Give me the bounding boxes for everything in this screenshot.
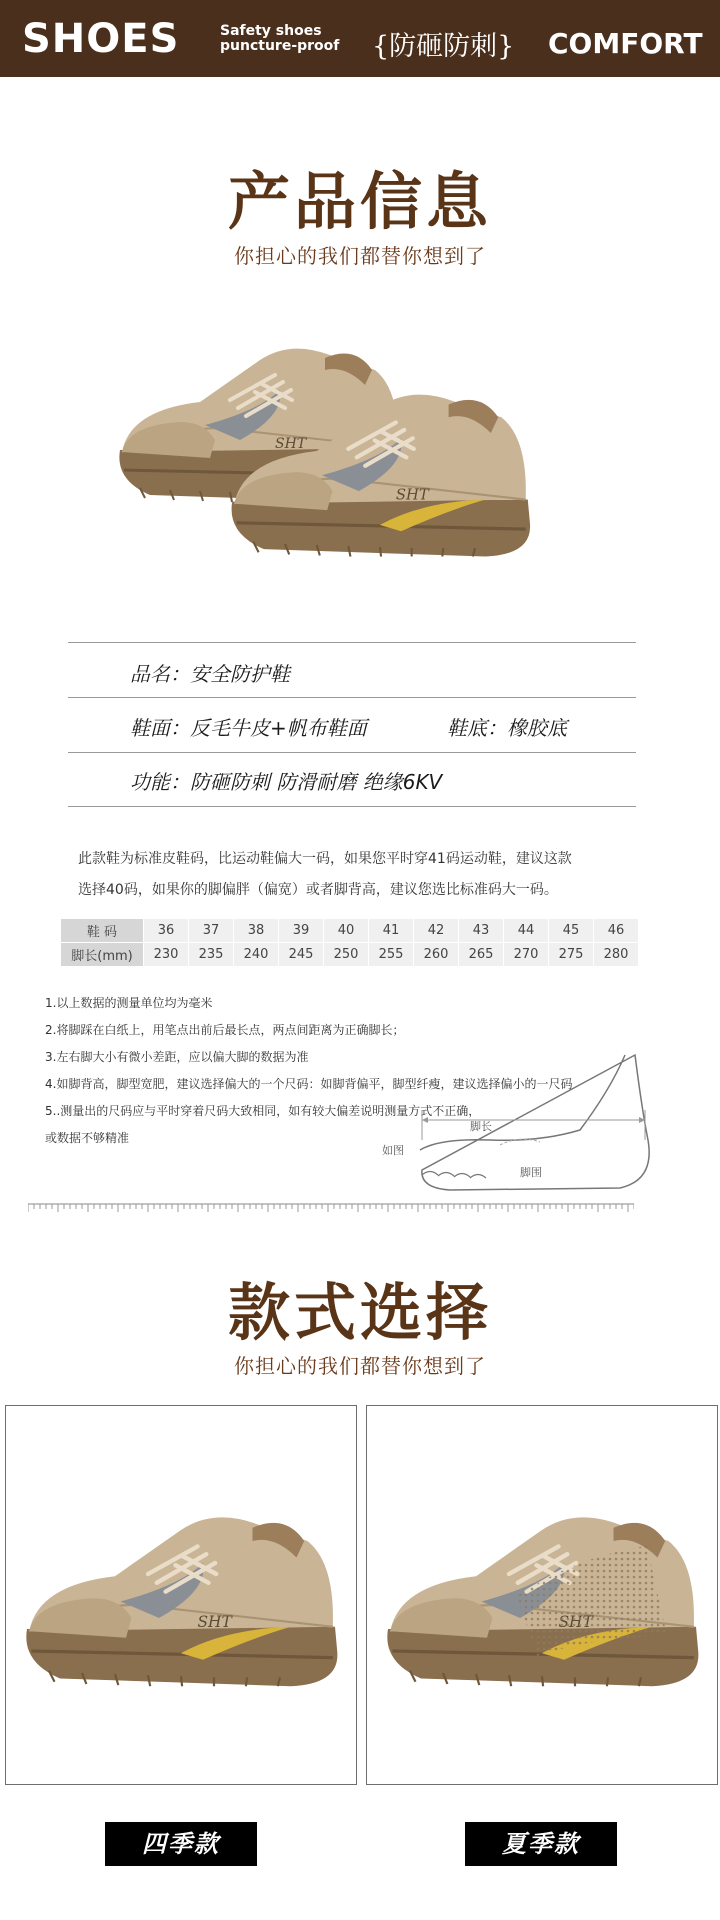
length-cell: 270	[504, 943, 549, 967]
size-cell: 46	[594, 919, 639, 943]
safety-line-1: Safety shoes	[220, 23, 322, 39]
feature-cn-text: {防砸防刺}	[372, 31, 515, 62]
note-item: 3.左右脚大小有微小差距，应以偏大脚的数据为准	[45, 1050, 309, 1064]
safety-line-2: puncture-proof	[220, 38, 340, 54]
product-name-row: 品名：安全防护鞋	[130, 662, 290, 686]
size-advice-line-1: 此款鞋为标准皮鞋码，比运动鞋偏大一码，如果您平时穿41码运动鞋，建议这款	[78, 851, 572, 867]
size-cell: 40	[324, 919, 369, 943]
size-row	[61, 919, 639, 943]
note-item: 4.如脚背高，脚型宽肥，建议选择偏大的一个尺码：如脚背偏平，脚型纤瘦，建议选择偏小的一尺码	[45, 1077, 573, 1091]
length-cell: 250	[324, 943, 369, 967]
divider	[68, 642, 636, 643]
divider	[68, 806, 636, 807]
size-cell: 43	[459, 919, 504, 943]
length-cell: 245	[279, 943, 324, 967]
header-banner	[0, 0, 720, 77]
length-cell: 230	[144, 943, 189, 967]
size-advice	[78, 844, 638, 906]
style-section-title: 款式选择	[227, 1276, 492, 1349]
divider	[68, 697, 636, 698]
style-option-summer[interactable]	[366, 1405, 718, 1785]
brand-text: SHOES	[22, 16, 180, 62]
length-cell: 260	[414, 943, 459, 967]
all-season-shoe-image	[6, 1406, 356, 1784]
size-cell: 45	[549, 919, 594, 943]
size-cell: 36	[144, 919, 189, 943]
size-cell: 42	[414, 919, 459, 943]
size-cell: 39	[279, 919, 324, 943]
main-shoe-pair-image	[110, 330, 600, 560]
safety-tagline	[220, 24, 339, 54]
summer-shoe-image	[367, 1406, 717, 1784]
note-item: 2.将脚踩在白纸上，用笔点出前后最长点，两点间距离为正确脚长；	[45, 1023, 405, 1037]
product-info-title: 产品信息	[227, 165, 492, 238]
length-cell: 280	[594, 943, 639, 967]
style-section-subtitle: 你担心的我们都替你想到了	[234, 1354, 486, 1378]
note-item: 1.以上数据的测量单位均为毫米	[45, 996, 213, 1010]
size-cell: 44	[504, 919, 549, 943]
comfort-text: COMFORT	[548, 27, 703, 60]
foot-length-label: 脚长	[470, 1120, 492, 1133]
length-row-header: 脚长(mm)	[61, 943, 144, 967]
size-cell: 38	[234, 919, 279, 943]
note-item: 5..测量出的尺码应与平时穿着尺码大致相同，如有较大偏差说明测量方式不正确，	[45, 1104, 481, 1118]
function-row: 功能：防砸防刺 防滑耐磨 绝缘6KV	[130, 770, 443, 794]
style-option-all-season[interactable]	[5, 1405, 357, 1785]
size-cell: 41	[369, 919, 414, 943]
foot-girth-label: 脚围	[520, 1166, 542, 1179]
size-advice-line-2: 选择40码，如果你的脚偏胖（偏宽）或者脚背高，建议您选比标准码大一码。	[78, 882, 558, 898]
length-cell: 240	[234, 943, 279, 967]
size-chart-table	[60, 918, 639, 967]
length-cell: 265	[459, 943, 504, 967]
summer-label[interactable]: 夏季款	[465, 1822, 617, 1866]
divider	[68, 752, 636, 753]
length-cell: 275	[549, 943, 594, 967]
upper-material-row: 鞋面：反毛牛皮+帆布鞋面	[130, 716, 367, 740]
length-row	[61, 943, 639, 967]
figure-label: 如图	[382, 1144, 404, 1157]
size-cell: 37	[189, 919, 234, 943]
length-cell: 255	[369, 943, 414, 967]
note-item: 或数据不够精准	[45, 1131, 130, 1145]
size-row-header: 鞋 码	[61, 919, 144, 943]
all-season-label[interactable]: 四季款	[105, 1822, 257, 1866]
length-cell: 235	[189, 943, 234, 967]
product-info-subtitle: 你担心的我们都替你想到了	[234, 244, 486, 268]
sole-material-row: 鞋底：橡胶底	[447, 716, 567, 740]
ruler-divider	[28, 1202, 634, 1212]
